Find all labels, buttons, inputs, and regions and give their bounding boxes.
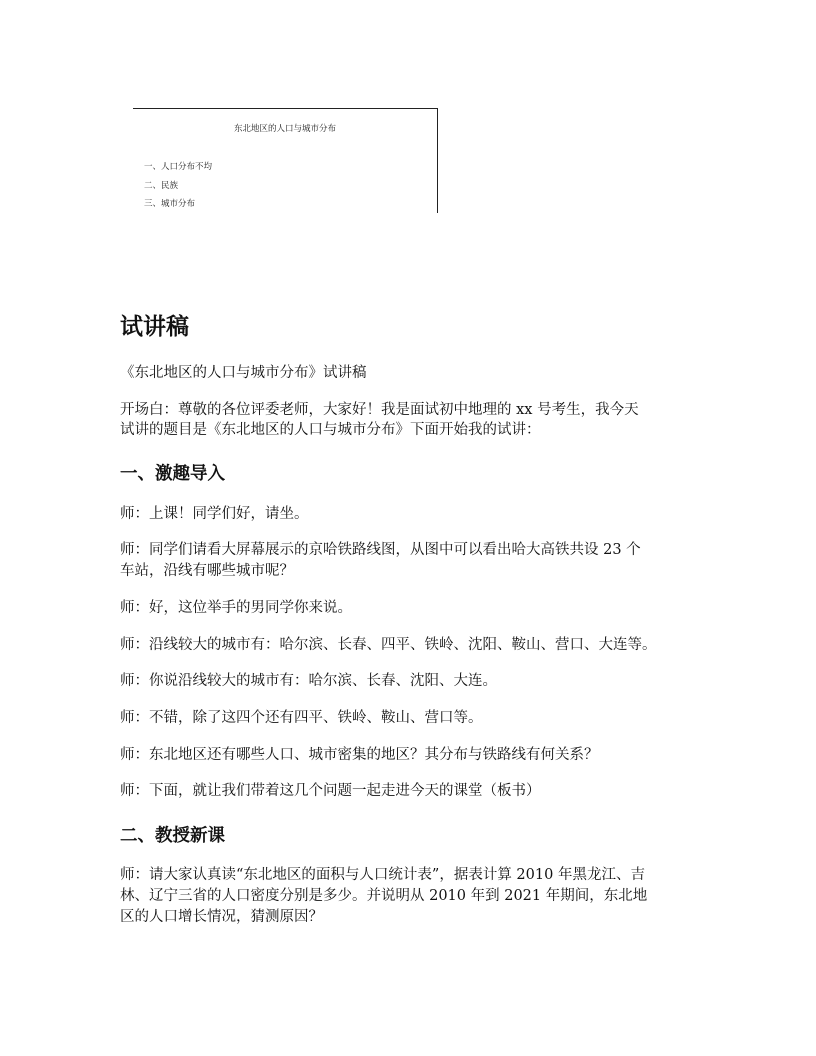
paragraph-line: 区的人口增长情况，猜测原因？ <box>120 909 323 925</box>
section-heading-teaching: 二、教授新课 <box>120 826 225 846</box>
blackboard-outline <box>133 108 438 213</box>
paragraph-line: 师：好，这位举手的男同学你来说。 <box>120 600 352 616</box>
opening-line-2: 试讲的题目是《东北地区的人口与城市分布》下面开始我的试讲： <box>120 422 541 438</box>
paragraph-line: 师：请大家认真读“东北地区的面积与人口统计表”，据表计算 2010 年黑龙江、吉 <box>120 867 645 883</box>
board-item-3: 三、城市分布 <box>144 199 196 209</box>
section-heading-intro: 一、激趣导入 <box>120 464 225 484</box>
paragraph-line: 林、辽宁三省的人口密度分别是多少。并说明从 2010 年到 2021 年期间，东北地 <box>120 888 648 904</box>
paragraph-line: 师：不错，除了这四个还有四平、铁岭、鞍山、营口等。 <box>120 710 483 726</box>
lecture-subtitle: 《东北地区的人口与城市分布》试讲稿 <box>120 365 367 381</box>
paragraph-line: 师：同学们请看大屏幕展示的京哈铁路线图，从图中可以看出哈大高铁共设 23 个 <box>120 542 641 558</box>
document-title: 试讲稿 <box>120 314 189 340</box>
paragraph-line: 师：上课！同学们好，请坐。 <box>120 506 309 522</box>
paragraph-line: 师：下面，就让我们带着这几个问题一起走进今天的课堂（板书） <box>120 783 541 799</box>
board-item-1: 一、人口分布不均 <box>144 162 213 172</box>
board-item-2: 二、民族 <box>144 181 179 191</box>
paragraph-line: 师：沿线较大的城市有：哈尔滨、长春、四平、铁岭、沈阳、鞍山、营口、大连等。 <box>120 637 657 653</box>
paragraph-line: 师：东北地区还有哪些人口、城市密集的地区？其分布与铁路线有何关系？ <box>120 747 599 763</box>
paragraph-line: 车站，沿线有哪些城市呢？ <box>120 563 294 579</box>
paragraph-line: 师：你说沿线较大的城市有：哈尔滨、长春、沈阳、大连。 <box>120 673 497 689</box>
board-title: 东北地区的人口与城市分布 <box>233 124 336 134</box>
opening-line-1: 开场白：尊敬的各位评委老师，大家好！我是面试初中地理的 xx 号考生，我今天 <box>120 402 639 418</box>
